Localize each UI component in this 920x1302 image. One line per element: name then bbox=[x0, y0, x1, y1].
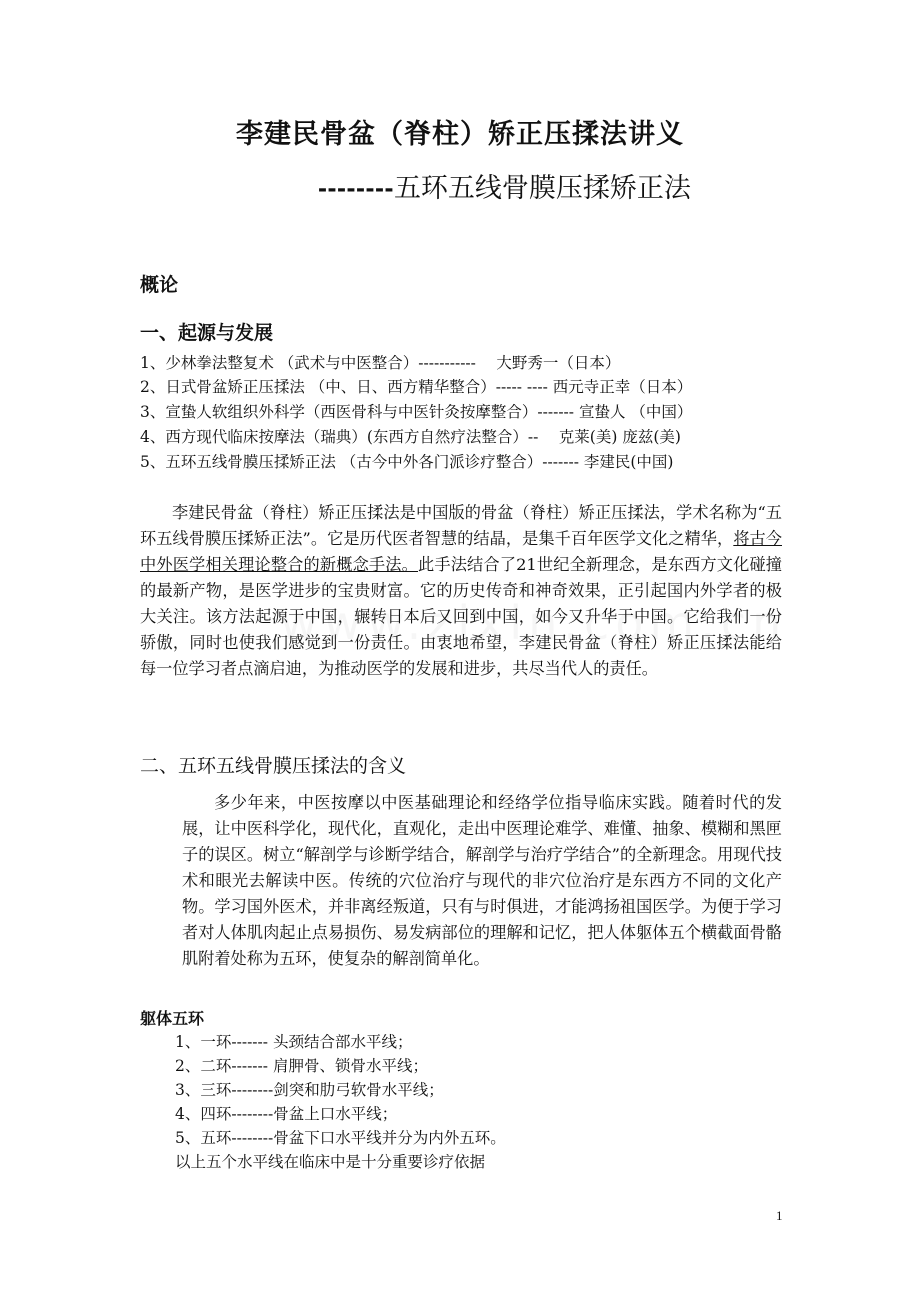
origin-item: 2、日式骨盆矫正压揉法 （中、日、西方精华整合）----- ---- 西元寺正幸（日本） bbox=[140, 378, 693, 396]
origin-item: 3、宣蛰人软组织外科学（西医骨科与中医针灸按摩整合）------- 宣蛰人 （中国） bbox=[140, 403, 693, 421]
section2-paragraph: 多少年来，中医按摩以中医基础理论和经络学位指导临床实践。随着时代的发展，让中医科学化，现代化，直观化，走出中医理论难学、难懂、抽象、模糊和黑匣子的误区。树立“解剖学与诊断学结合，解剖学与治疗学结合”的全新理念。用现代技术和眼光去解读中医。传统的穴位治疗与现代的非穴位治疗是东西方不同的文化产物。学习国外医术，并非离经叛道，只有与时俱进，才能鸿扬祖国医学。为便于学习者对人体肌肉起止点易损伤、易发病部位的理解和记忆，把人体躯体五个横截面骨骼肌附着处称为五环，使复杂的解剖简单化。 bbox=[182, 793, 782, 968]
ring-item: 1、一环------- 头颈结合部水平线； bbox=[175, 1033, 413, 1051]
document-subtitle bbox=[318, 166, 691, 205]
ring-item: 2、二环------- 肩胛骨、锁骨水平线； bbox=[175, 1057, 428, 1075]
overview-heading: 概论 bbox=[140, 274, 179, 296]
ring-item: 3、三环--------剑突和肋弓软骨水平线； bbox=[175, 1081, 444, 1099]
section2-heading: 二、五环五线骨膜压揉法的含义 bbox=[140, 755, 407, 777]
origin-item: 4、西方现代临床按摩法（瑞典）(东西方自然疗法整合）-- 克莱(美) 庞兹(美) bbox=[140, 428, 681, 446]
watermark bbox=[280, 596, 787, 650]
page-number: 1 bbox=[776, 1208, 783, 1223]
origin-item: 1、少林拳法整复术 （武术与中医整合）----------- 大野秀一（日本） bbox=[140, 354, 621, 372]
intro-underlined-text: 将古今中外医学相关理论整合的新概念手法。 bbox=[140, 529, 782, 574]
document-title: 李建民骨盆（脊柱）矫正压揉法讲义 bbox=[236, 119, 684, 150]
subtitle-dashes: -------- bbox=[318, 173, 394, 203]
subtitle-text: 五环五线骨膜压揉矫正法 bbox=[393, 173, 691, 204]
intro-text-1: 李建民骨盆（脊柱）矫正压揉法是中国版的骨盆（脊柱）矫正压揉法，学术名称为“五环五线骨膜压揉矫正法”。它是历代医者智慧的结晶，是集千百年医学文化之精华， bbox=[140, 503, 782, 548]
rings-note: 以上五个水平线在临床中是十分重要诊疗依据 bbox=[175, 1153, 486, 1171]
ring-item: 4、四环--------骨盆上口水平线； bbox=[175, 1105, 398, 1123]
ring-item: 5、五环--------骨盆下口水平线并分为内外五环。 bbox=[175, 1129, 506, 1147]
five-rings-heading: 躯体五环 bbox=[140, 1009, 205, 1028]
section1-heading: 一、起源与发展 bbox=[140, 322, 274, 344]
intro-paragraph bbox=[140, 500, 782, 682]
intro-text-2: 此手法结合了21世纪全新理念，是东西方文化碰撞的最新产物，是医学进步的宝贵财富。它的历史传奇和神奇效果，正引起国内外学者的极大关注。该方法起源于中国，辗转日本后又回到中国，如今又升华于中国。它给我们一份骄傲，同时也使我们感觉到一份责任。由衷地希望，李建民骨盆（脊柱）矫正压揉法能给每一位学习者点滴启迪，为推动医学的发展和进步，共尽当代人的责任。 bbox=[140, 555, 782, 678]
origin-item: 5、五环五线骨膜压揉矫正法 （古今中外各门派诊疗整合）------- 李建民(中国) bbox=[140, 453, 674, 471]
